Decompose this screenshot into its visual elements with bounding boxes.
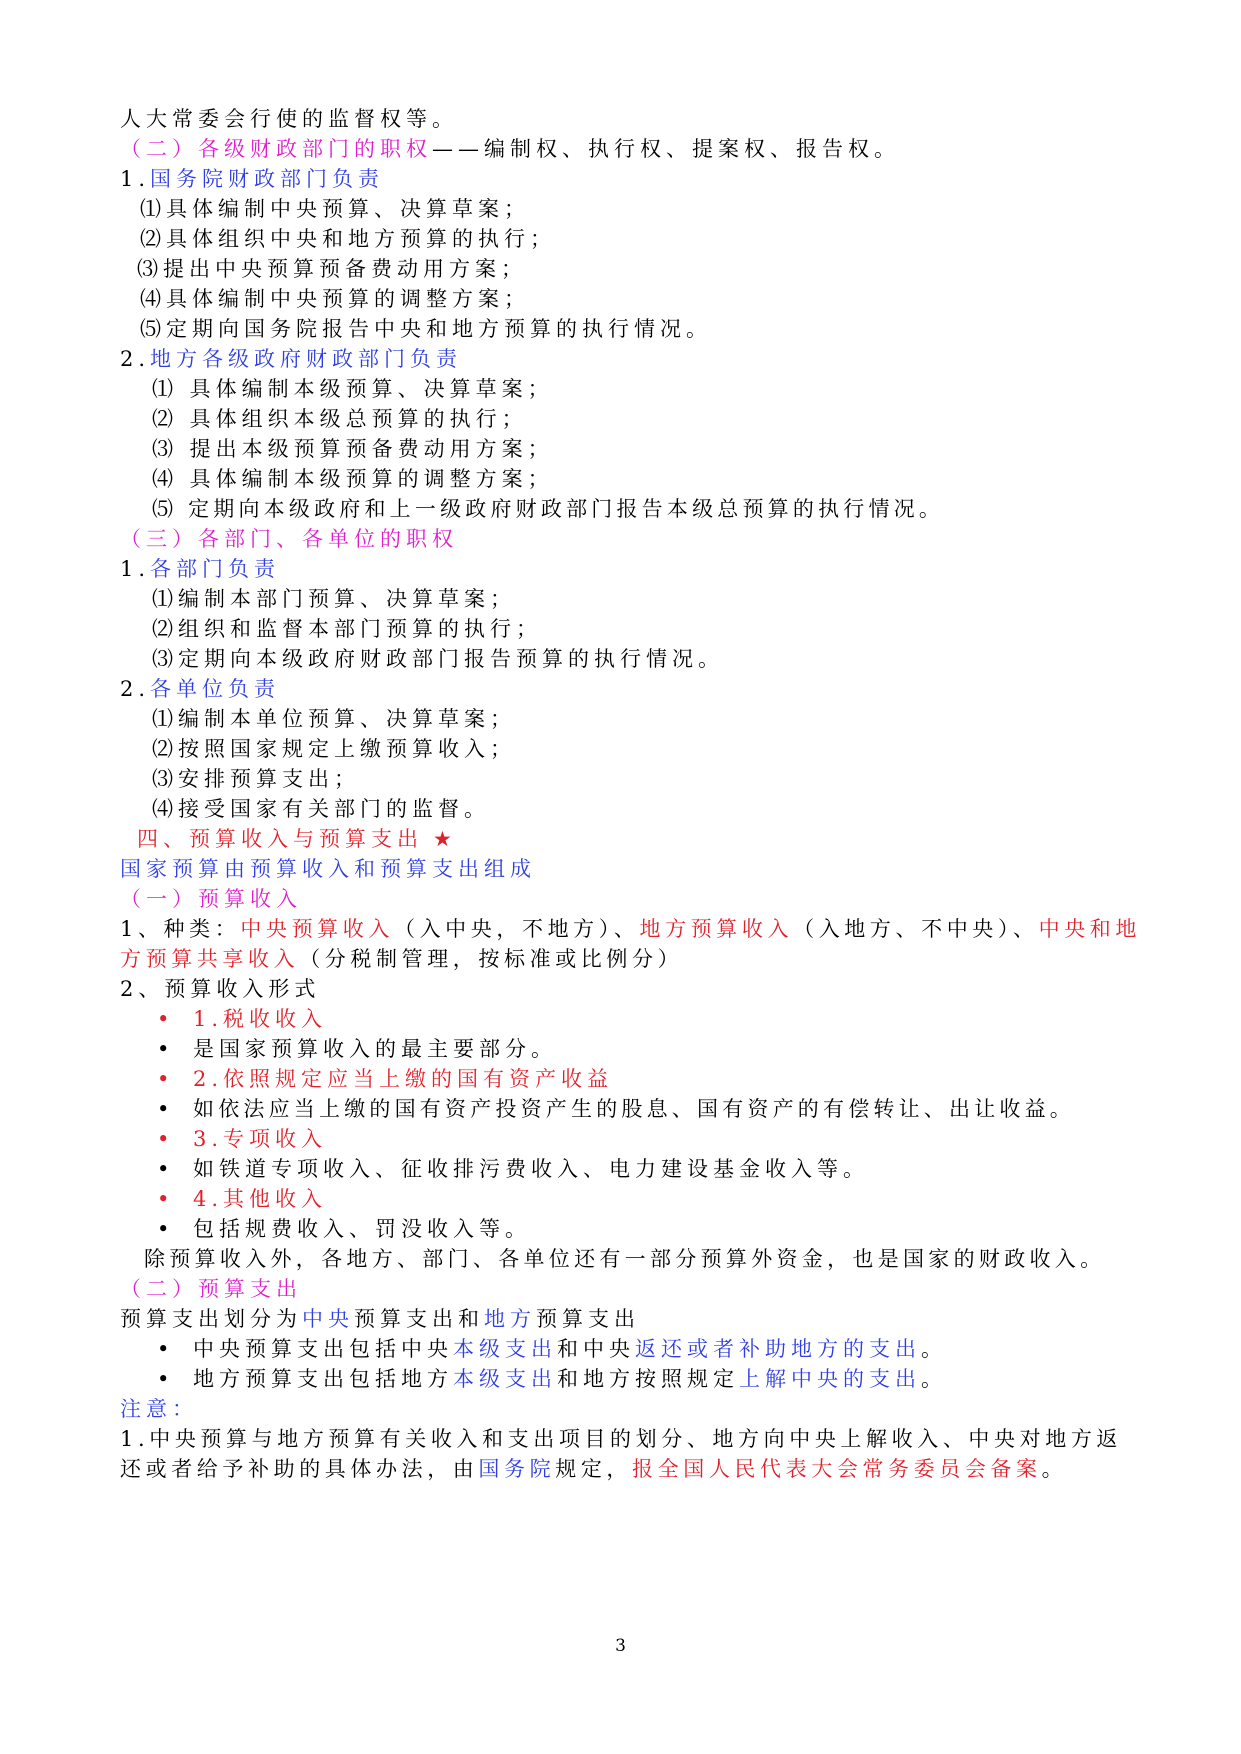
bullet-item: [157, 1064, 1141, 1094]
text-line: [120, 1304, 1141, 1334]
bullet-icon: •: [157, 1187, 175, 1211]
bullet-icon: •: [157, 1217, 175, 1241]
bullet-text: 如依法应当上缴的国有资产投资产生的股息、国有资产的有偿转让、出让收益。: [193, 1097, 1075, 1121]
bullet-text: 2.依照规定应当上缴的国有资产收益: [193, 1067, 614, 1091]
highlight-text: 地方预算收入: [639, 917, 794, 941]
list-item: [152, 614, 1141, 644]
paragraph-text: 1.中央预算与地方预算有关收入和支出项目的划分、地方向中央上解收入、中央对地方返还或者给予补助的具体办法，由: [120, 1427, 1123, 1481]
paragraph: [120, 914, 1141, 974]
section-heading: [120, 524, 1141, 554]
bullet-icon: •: [157, 1337, 175, 1361]
list-item-text: ⑴ 具体编制本级预算、决算草案；: [152, 377, 554, 401]
list-item: [152, 764, 1141, 794]
list-item-text: ⑷ 具体编制本级预算的调整方案；: [152, 467, 554, 491]
list-item-text: ⑵组织和监督本部门预算的执行；: [152, 617, 542, 641]
subheading: [120, 554, 1141, 584]
list-item-text: ⑶提出中央预算预备费动用方案；: [137, 257, 527, 281]
list-item-text: ⑶ 提出本级预算预备费动用方案；: [152, 437, 554, 461]
subheading-text: 国务院财政部门负责: [150, 167, 385, 191]
list-item: [140, 284, 1141, 314]
list-item: [137, 254, 1141, 284]
paragraph: [120, 1424, 1141, 1484]
list-item-text: ⑷具体编制中央预算的调整方案；: [140, 287, 530, 311]
bullet-item: [157, 1094, 1141, 1124]
paragraph-text: 预算支出和: [354, 1307, 484, 1331]
list-item-text: ⑵具体组织中央和地方预算的执行；: [140, 227, 556, 251]
bullet-icon: •: [157, 1007, 175, 1031]
bullet-text: 和中央: [557, 1337, 635, 1361]
list-item-text: ⑶安排预算支出；: [152, 767, 360, 791]
bullet-item: [157, 1334, 1141, 1364]
highlight-text: 返还或者补助地方的支出: [635, 1337, 921, 1361]
list-item: [140, 314, 1141, 344]
paragraph-text: 预算支出划分为: [120, 1307, 302, 1331]
item-number: 1.: [120, 167, 151, 191]
bullet-text: 是国家预算收入的最主要部分。: [193, 1037, 557, 1061]
bullet-text: 4.其他收入: [193, 1187, 328, 1211]
list-item: [152, 734, 1141, 764]
paragraph-text: （入地方、不中央）、: [793, 917, 1039, 941]
list-item-text: ⑵按照国家规定上缴预算收入；: [152, 737, 516, 761]
text-line: [120, 854, 1141, 884]
highlight-text: 中央和地方预算共享收入: [120, 917, 1141, 971]
list-item: [152, 464, 1141, 494]
paragraph-text: 国家预算由预算收入和预算支出组成: [120, 857, 536, 881]
section-heading: [120, 134, 1141, 164]
bullet-icon: •: [157, 1037, 175, 1061]
highlight-text: 上解中央的支出: [739, 1367, 921, 1391]
heading-text: 注意：: [120, 1397, 198, 1421]
highlight-text: 本级支出: [453, 1367, 557, 1391]
list-item: [152, 404, 1141, 434]
bullet-item: [157, 1124, 1141, 1154]
highlight-text: 中央: [302, 1307, 354, 1331]
heading-text: （二）预算支出: [120, 1277, 302, 1301]
list-item: [152, 794, 1141, 824]
bullet-item: [157, 1364, 1141, 1394]
heading-text: （一）预算收入: [120, 887, 302, 911]
list-item-text: ⑴编制本部门预算、决算草案；: [152, 587, 516, 611]
bullet-text: 1.税收收入: [193, 1007, 328, 1031]
highlight-text: 本级支出: [453, 1337, 557, 1361]
list-item-text: ⑶定期向本级政府财政部门报告预算的执行情况。: [152, 647, 724, 671]
subheading-text: 各部门负责: [150, 557, 281, 581]
list-item: [140, 224, 1141, 254]
paragraph-text: 。: [1041, 1457, 1068, 1481]
subheading: [120, 344, 1141, 374]
bullet-icon: •: [157, 1067, 175, 1091]
subheading-text: 地方各级政府财政部门负责: [150, 347, 463, 371]
page-number: 3: [615, 1636, 626, 1656]
subheading: [120, 164, 1141, 194]
list-item: [152, 704, 1141, 734]
bullet-text: 中央预算支出包括中央: [193, 1337, 453, 1361]
highlight-text: 地方: [484, 1307, 536, 1331]
paragraph-text: 预算支出: [536, 1307, 640, 1331]
item-number: 2.: [120, 347, 151, 371]
paragraph-text: （分税制管理，按标准或比例分）: [299, 947, 684, 971]
bullet-icon: •: [157, 1097, 174, 1121]
paragraph-text: 2、预算收入形式: [120, 977, 321, 1001]
paragraph-text: （入中央，不地方）、: [393, 917, 640, 941]
list-item-text: ⑵ 具体组织本级总预算的执行；: [152, 407, 528, 431]
text-line: [144, 1244, 1141, 1274]
text-line: [120, 974, 1141, 1004]
heading-text: （三）各部门、各单位的职权: [120, 527, 458, 551]
highlight-text: 中央预算收入: [240, 917, 394, 941]
bullet-item: [157, 1184, 1141, 1214]
bullet-icon: •: [157, 1157, 175, 1181]
bullet-text: 。: [921, 1337, 947, 1361]
note-heading: [120, 1394, 1141, 1424]
list-item-text: ⑴编制本单位预算、决算草案；: [152, 707, 516, 731]
heading-suffix: ——编制权、执行权、提案权、报告权。: [432, 137, 900, 161]
heading-text: 四、预算收入与预算支出: [137, 827, 423, 851]
list-item: [152, 644, 1141, 674]
item-number: 2.: [120, 677, 151, 701]
bullet-item: [157, 1004, 1141, 1034]
section-heading: [120, 1274, 1141, 1304]
paragraph-text: 规定，: [555, 1457, 633, 1481]
bullet-item: [157, 1154, 1141, 1184]
heading-text: （二）各级财政部门的职权: [120, 137, 432, 161]
paragraph-text: 除预算收入外，各地方、部门、各单位还有一部分预算外资金，也是国家的财政收入。: [144, 1247, 1106, 1271]
item-number: 1.: [120, 557, 151, 581]
list-item: [152, 584, 1141, 614]
bullet-item: [157, 1214, 1141, 1244]
bullet-text: 3.专项收入: [193, 1127, 328, 1151]
list-item: [152, 374, 1141, 404]
list-item: [140, 194, 1141, 224]
star-icon: ★: [433, 827, 457, 851]
list-item-text: ⑸ 定期向本级政府和上一级政府财政部门报告本级总预算的执行情况。: [152, 497, 945, 521]
list-item: [152, 494, 1141, 524]
bullet-icon: •: [157, 1127, 175, 1151]
list-item: [152, 434, 1141, 464]
highlight-text: 国务院: [478, 1457, 556, 1481]
subheading-text: 各单位负责: [150, 677, 281, 701]
bullet-text: 地方预算支出包括地方: [193, 1367, 453, 1391]
subheading: [120, 674, 1141, 704]
bullet-text: 和地方按照规定: [557, 1367, 739, 1391]
highlight-text: 报全国人民代表大会常务委员会备案: [632, 1457, 1042, 1481]
bullet-icon: •: [157, 1367, 175, 1391]
section-heading: [120, 884, 1141, 914]
list-item-text: ⑷接受国家有关部门的监督。: [152, 797, 490, 821]
text-line: [120, 104, 1141, 134]
paragraph-text: 1、种类：: [120, 917, 241, 941]
paragraph-text: 人大常委会行使的监督权等。: [120, 107, 458, 131]
list-item-text: ⑴具体编制中央预算、决算草案；: [140, 197, 530, 221]
chapter-heading: [137, 824, 1141, 854]
bullet-text: 如铁道专项收入、征收排污费收入、电力建设基金收入等。: [193, 1157, 869, 1181]
bullet-text: 。: [921, 1367, 947, 1391]
bullet-text: 包括规费收入、罚没收入等。: [193, 1217, 531, 1241]
bullet-item: [157, 1034, 1141, 1064]
list-item-text: ⑸定期向国务院报告中央和地方预算的执行情况。: [140, 317, 712, 341]
